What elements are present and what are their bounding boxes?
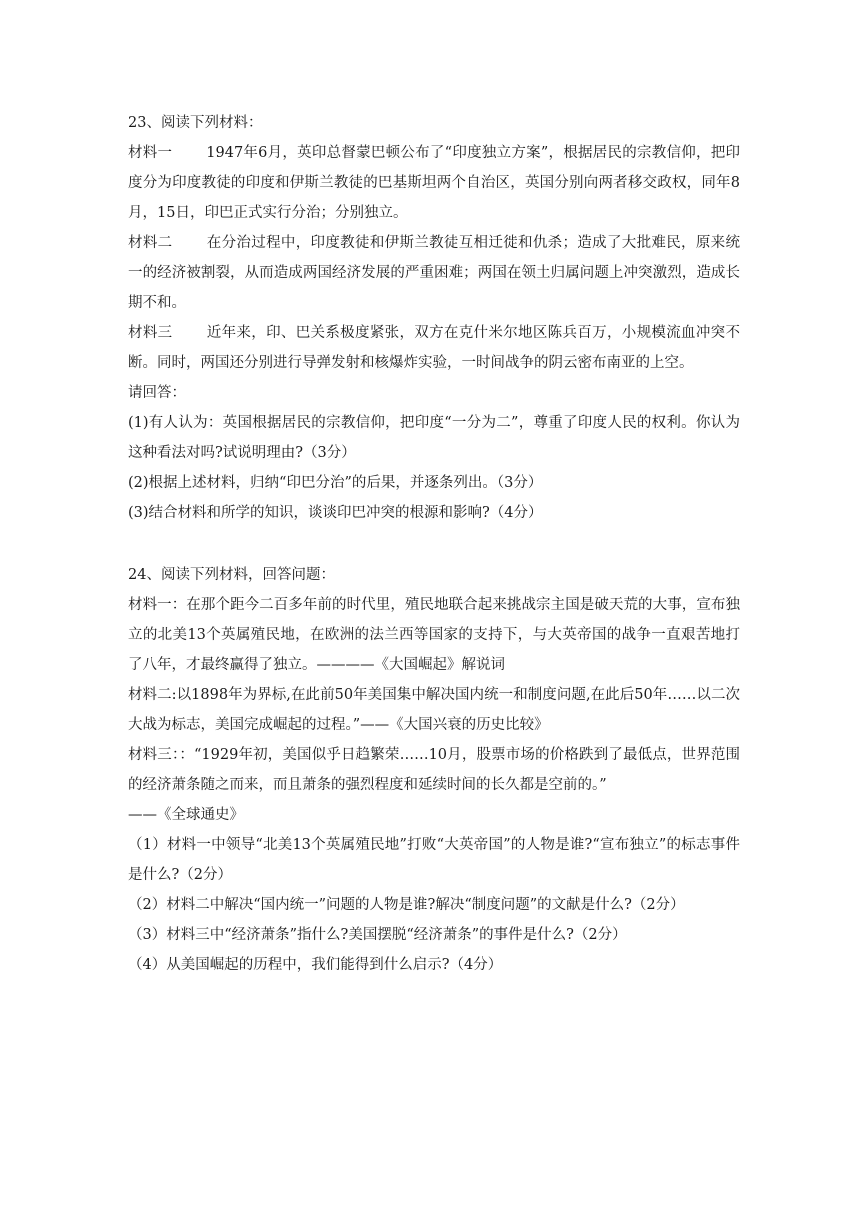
section-gap [128,528,740,560]
q23-material-2-text: 在分治过程中，印度教徒和伊斯兰教徒互相迁徙和仇杀；造成了大批难民，原来统一的经济被割裂，从而造成两国经济发展的严重困难；两国在领土归属问题上冲突激烈，造成长期不和。 [128,235,741,311]
q24-material-2: 材料二:以1898年为界标,在此前50年美国集中解决国内统一和制度问题,在此后50年……以二次大战为标志，美国完成崛起的过程。”——《大国兴衰的历史比较》 [128,687,740,733]
question-23-title: 23、阅读下列材料： [128,115,263,131]
q24-material-3: 材料三：：“1929年初，美国似乎日趋繁荣……10月，股票市场的价格跌到了最低点，世界范围的经济萧条随之而来，而且萧条的强烈程度和延续时间的长久都是空前的。” [128,747,740,793]
q23-material-2-label: 材料二 [128,235,173,251]
question-24-title: 24、阅读下列材料，回答问题： [128,567,335,583]
q24-subquestion-1: （1）材料一中领导“北美13个英属殖民地”打败“大英帝国”的人物是谁?“宣布独立”的标志事件是什么?（2分） [128,837,740,883]
q23-prompt: 请回答： [128,385,186,401]
q23-subquestion-1: (1)有人认为：英国根据居民的宗教信仰，把印度“一分为二”，尊重了印度人民的权利。你认为这种看法对吗?试说明理由?（3分） [128,415,740,461]
q23-material-3-text: 近年来，印、巴关系极度紧张，双方在克什米尔地区陈兵百万，小规模流血冲突不断。同时，两国还分别进行导弹发射和核爆炸实验，一时间战争的阴云密布南亚的上空。 [128,325,741,371]
q23-material-2 [128,228,740,318]
q24-material-1: 材料一：在那个距今二百多年前的时代里，殖民地联合起来挑战宗主国是破天荒的大事，宣布独立的北美13个英属殖民地，在欧洲的法兰西等国家的支持下，与大英帝国的战争一直艰苦地打了八年，才最终赢得了独立。————《大国崛起》解说词 [128,597,740,673]
q23-material-3 [128,318,740,378]
q24-subquestion-4: （4）从美国崛起的历程中，我们能得到什么启示?（4分） [128,957,503,973]
q23-subquestion-3: (3)结合材料和所学的知识，谈谈印巴冲突的根源和影响?（4分） [128,505,543,521]
q24-material-3-source: ——《全球通史》 [128,807,244,823]
q24-subquestion-3: （3）材料三中“经济萧条”指什么?美国摆脱“经济萧条”的事件是什么?（2分） [128,927,627,943]
q23-subquestion-2: (2)根据上述材料，归纳“印巴分治”的后果，并逐条列出。（3分） [128,475,543,491]
q23-material-1 [128,138,740,228]
document-content [128,108,740,980]
q23-material-3-label: 材料三 [128,325,173,341]
q24-subquestion-2: （2）材料二中解决“国内统一”问题的人物是谁?解决“制度问题”的文献是什么?（2分） [128,897,685,913]
q23-material-1-label: 材料一 [128,145,173,161]
q23-material-1-text: 1947年6月，英印总督蒙巴顿公布了“印度独立方案”，根据居民的宗教信仰，把印度分为印度教徒的印度和伊斯兰教徒的巴基斯坦两个自治区，英国分别向两者移交政权，同年8月，15日，印巴正式实行分治；分别独立。 [128,145,741,221]
